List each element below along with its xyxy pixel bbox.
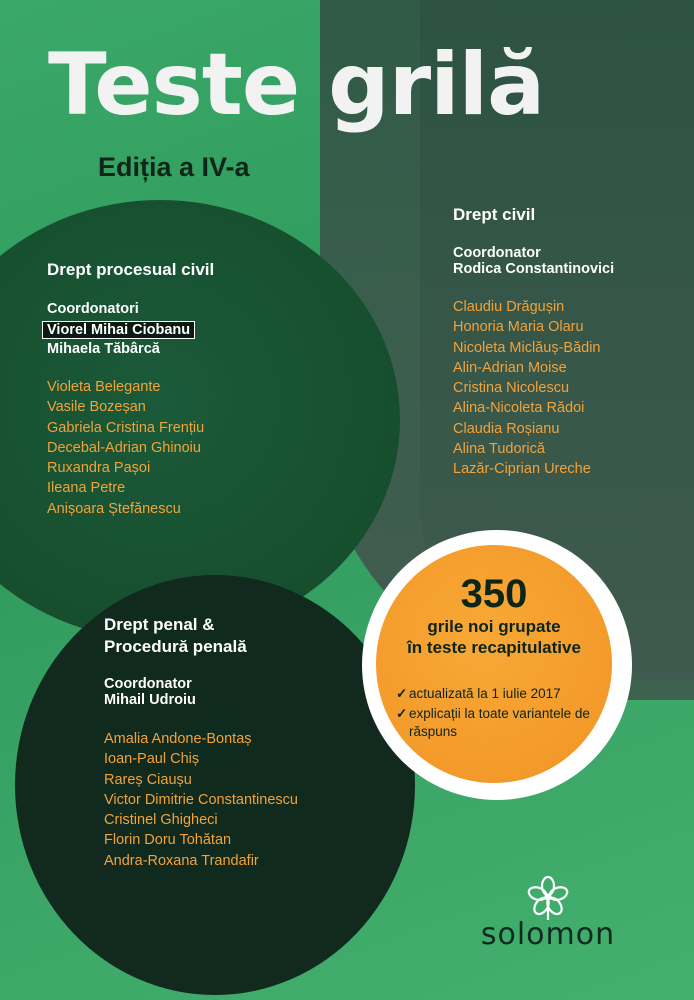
- coordinator-name: Viorel Mihai Ciobanu: [42, 321, 195, 339]
- author-name: Victor Dimitrie Constantinescu: [104, 791, 298, 808]
- author-name: Amalia Andone-Bontaș: [104, 731, 252, 747]
- author-name: Claudiu Drăgușin: [453, 299, 565, 315]
- checkmark-icon: ✓: [396, 706, 408, 721]
- author-name: Ruxandra Pașoi: [47, 460, 151, 477]
- author-name: Alina Tudorică: [453, 441, 545, 458]
- author-name: Decebal-Adrian Ghinoiu: [47, 439, 201, 456]
- flower-icon: [526, 875, 570, 921]
- author-list: [104, 729, 414, 871]
- check-text: explicații la toate variantele de răspuns: [409, 706, 590, 739]
- author-name: Lazăr-Ciprian Ureche: [453, 461, 591, 478]
- promo-line1: grile noi grupate: [427, 617, 561, 636]
- coordinator-name: Mihaela Tăbârcă: [47, 341, 160, 357]
- coordinator-name: Mihail Udroiu: [104, 692, 196, 708]
- coordinator-label: Coordonator: [104, 676, 192, 692]
- author-name: Claudia Roșianu: [453, 420, 560, 437]
- section-drept-penal: [104, 614, 414, 871]
- author-name: Ileana Petre: [47, 480, 126, 497]
- promo-number: 350: [460, 572, 528, 616]
- section-drept-civil: [453, 204, 693, 480]
- author-name: Alin-Adrian Moise: [453, 359, 567, 376]
- author-name: Nicoleta Miclăuș-Bădin: [453, 339, 601, 356]
- author-name: Vasile Bozeșan: [47, 399, 146, 416]
- section-procesual-civil: [47, 259, 347, 519]
- section-title-line1: Drept penal &: [104, 615, 215, 634]
- author-name: Ioan-Paul Chiș: [104, 751, 200, 768]
- author-name: Florin Doru Tohătan: [104, 832, 232, 849]
- author-name: Andra-Roxana Trandafir: [104, 852, 259, 869]
- author-name: Cristina Nicolescu: [453, 380, 570, 397]
- coordinators-label: Coordonatori: [47, 301, 139, 317]
- author-list: [453, 297, 693, 480]
- promo-badge: [376, 572, 612, 658]
- check-text: actualizată la 1 iulie 2017: [409, 686, 561, 701]
- section-title: Drept civil: [453, 205, 536, 224]
- coordinator-label: Coordonator: [453, 245, 541, 261]
- author-name: Rareș Ciaușu: [104, 771, 192, 788]
- promo-line2: în teste recapitulative: [407, 638, 581, 657]
- coordinator-name: Rodica Constantinovici: [453, 261, 615, 277]
- checkmark-icon: ✓: [396, 686, 408, 701]
- book-title: Teste grilă: [48, 35, 545, 135]
- check-item: [396, 705, 616, 741]
- author-name: Honoria Maria Olaru: [453, 319, 584, 336]
- author-list: [47, 377, 347, 519]
- author-name: Anișoara Ștefănescu: [47, 500, 181, 517]
- section-title: Drept procesual civil: [47, 260, 215, 279]
- author-name: Cristinel Ghigheci: [104, 812, 218, 829]
- check-item: [396, 685, 616, 703]
- author-name: Gabriela Cristina Frențiu: [47, 419, 205, 436]
- publisher-name: solomon: [480, 917, 616, 952]
- publisher-logo: [478, 875, 618, 952]
- edition-label: Ediția a IV-a: [98, 152, 250, 182]
- author-name: Alina-Nicoleta Rădoi: [453, 400, 585, 417]
- author-name: Violeta Belegante: [47, 379, 161, 395]
- promo-checklist: [396, 685, 616, 743]
- section-title-line2: Procedură penală: [104, 637, 247, 656]
